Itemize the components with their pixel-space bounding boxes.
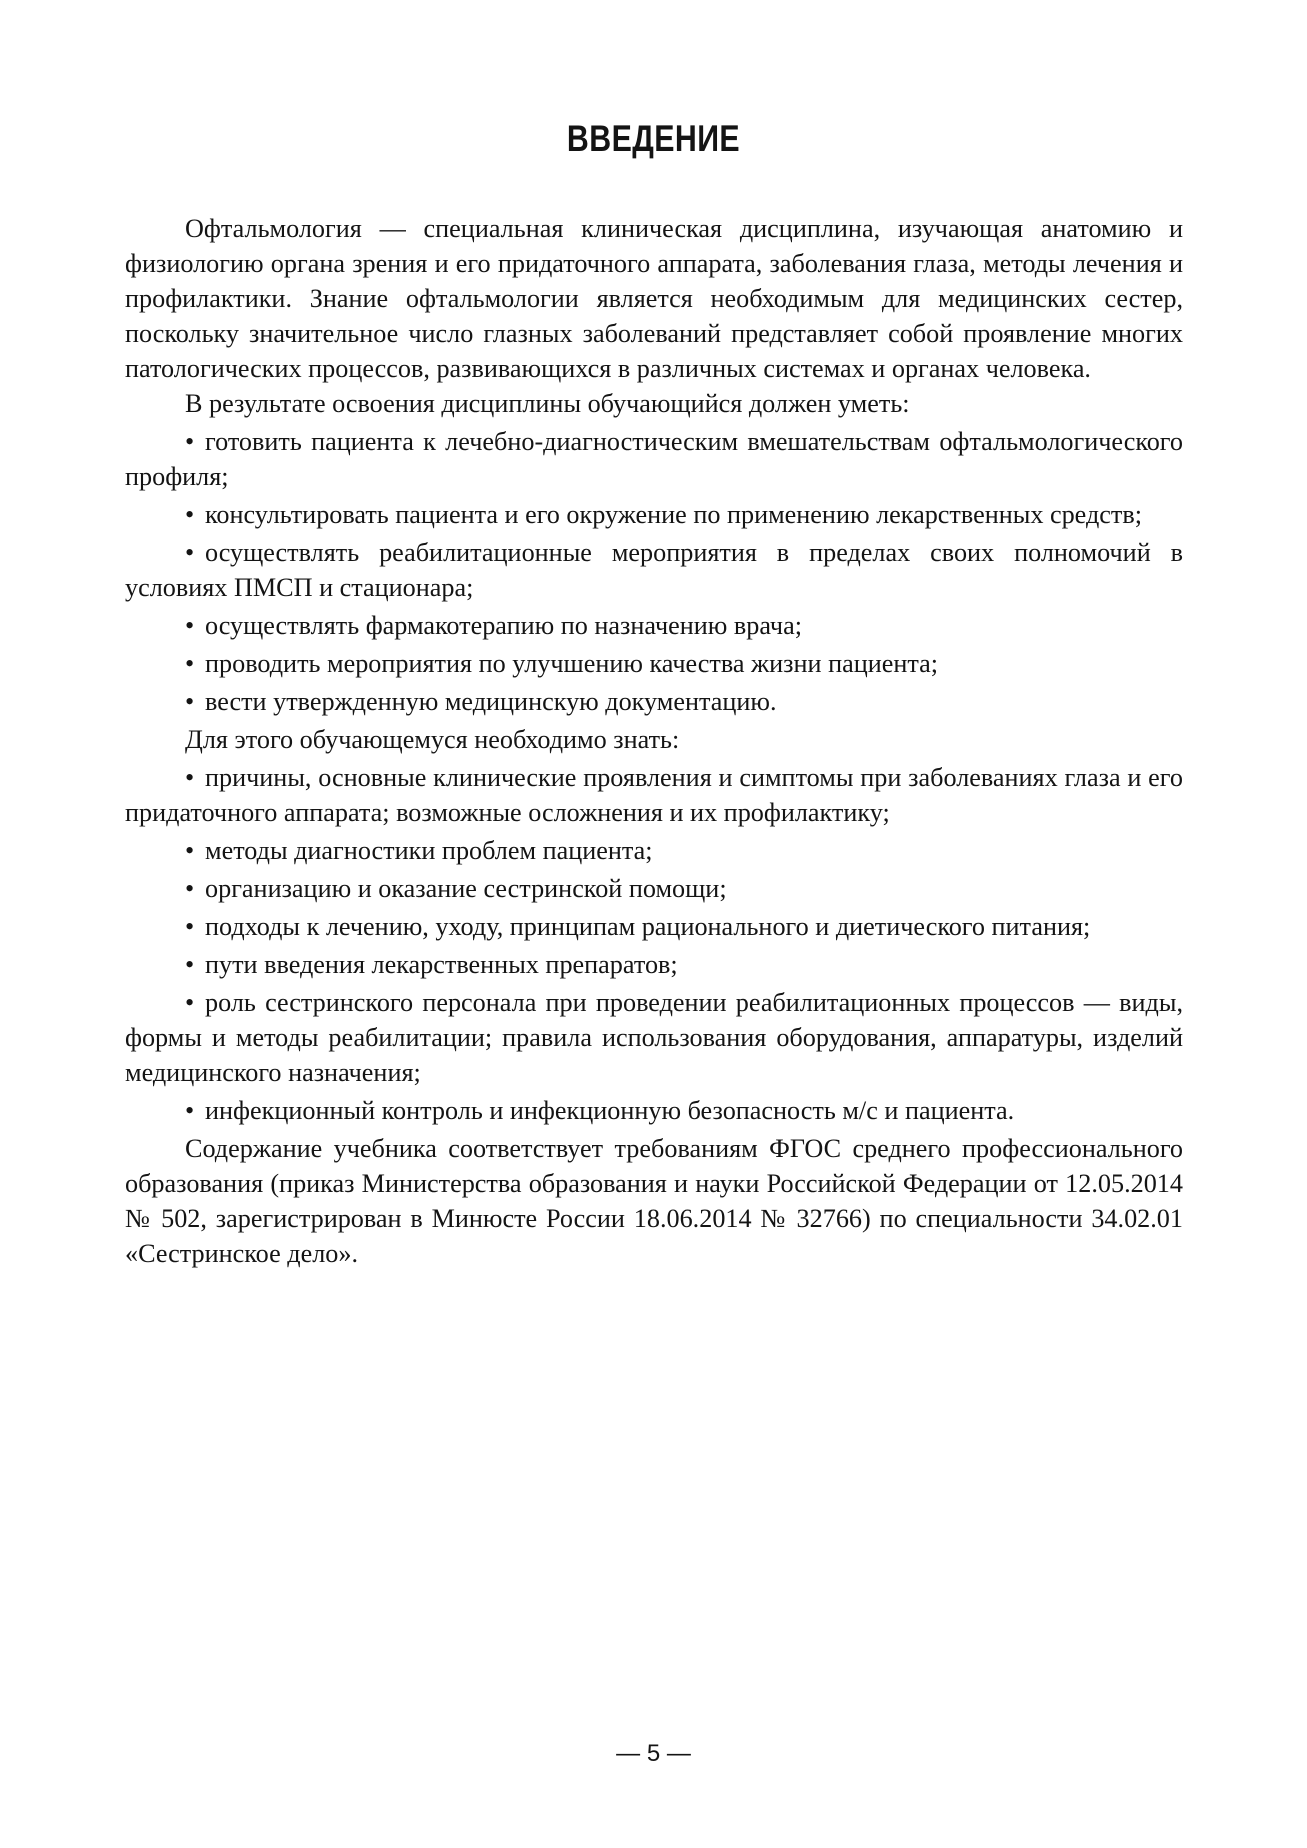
bullet-icon: •	[185, 988, 195, 1017]
list-item	[125, 985, 1183, 1090]
list-item-text: роль сестринского персонала при проведении реабилитационных процессов — виды, формы и методы реабилитации; правила использования оборудования, аппаратуры, изделий медицинского назначения;	[125, 988, 1183, 1087]
list-item	[125, 1093, 1183, 1128]
list-item	[125, 760, 1183, 830]
bullet-icon: •	[185, 912, 195, 941]
list-item-text: инфекционный контроль и инфекционную безопасность м/с и пациента.	[205, 1096, 1015, 1125]
bullet-icon: •	[185, 427, 195, 456]
list-item	[125, 424, 1183, 494]
list-item	[125, 909, 1183, 944]
bullet-icon: •	[185, 687, 195, 716]
list-item	[125, 947, 1183, 982]
list-item	[125, 646, 1183, 681]
list-item	[125, 608, 1183, 643]
list-item-text: осуществлять фармакотерапию по назначению врача;	[205, 611, 802, 640]
list-item	[125, 497, 1183, 532]
list-item-text: организацию и оказание сестринской помощи;	[205, 874, 727, 903]
list-item	[125, 833, 1183, 868]
knowledge-intro: Для этого обучающемуся необходимо знать:	[185, 725, 680, 754]
bullet-icon: •	[185, 649, 195, 678]
bullet-icon: •	[185, 500, 195, 529]
list-item-text: консультировать пациента и его окружение по применению лекарственных средств;	[205, 500, 1142, 529]
bullet-icon: •	[185, 950, 195, 979]
skills-intro: В результате освоения дисциплины обучающийся должен уметь:	[185, 389, 910, 418]
bullet-icon: •	[185, 611, 195, 640]
list-item-text: проводить мероприятия по улучшению качества жизни пациента;	[205, 649, 939, 678]
list-item	[125, 684, 1183, 719]
bullet-icon: •	[185, 874, 195, 903]
bullet-icon: •	[185, 538, 195, 567]
list-item-text: осуществлять реабилитационные мероприятия в пределах своих полномочий в условиях ПМСП и стационара;	[125, 538, 1183, 602]
closing-paragraph: Содержание учебника соответствует требованиям ФГОС среднего профессионального образования (приказ Министерства образования и науки Российской Федерации от 12.05.2014 № 502, зарегистрирован в Минюсте России 18.06.2014 № 32766) по специальности 34.02.01 «Сестринское дело».	[125, 1134, 1183, 1268]
list-item	[125, 535, 1183, 605]
bullet-icon: •	[185, 836, 195, 865]
list-item-text: методы диагностики проблем пациента;	[205, 836, 653, 865]
page-title: ВВЕДЕНИЕ	[566, 118, 741, 159]
list-item-text: пути введения лекарственных препаратов;	[205, 950, 678, 979]
list-item	[125, 871, 1183, 906]
list-item-text: подходы к лечению, уходу, принципам рационального и диетического питания;	[205, 912, 1091, 941]
page-number: — 5 —	[616, 1740, 691, 1767]
bullet-icon: •	[185, 763, 195, 792]
bullet-icon: •	[185, 1096, 195, 1125]
list-item-text: вести утвержденную медицинскую документацию.	[205, 687, 777, 716]
list-item-text: причины, основные клинические проявления и симптомы при заболеваниях глаза и его придаточного аппарата; возможные осложнения и их профилактику;	[125, 763, 1183, 827]
list-item-text: готовить пациента к лечебно-диагностическим вмешательствам офтальмологического профиля;	[125, 427, 1183, 491]
intro-paragraph: Офтальмология — специальная клиническая дисциплина, изучающая анатомию и физиологию органа зрения и его придаточного аппарата, заболевания глаза, методы лечения и профилактики. Знание офтальмологии является необходимым для медицинских сестер, поскольку значительное число глазных заболеваний представляет собой проявление многих патологических процессов, развивающихся в различных системах и органах человека.	[125, 214, 1183, 383]
document-body	[125, 211, 1183, 1271]
